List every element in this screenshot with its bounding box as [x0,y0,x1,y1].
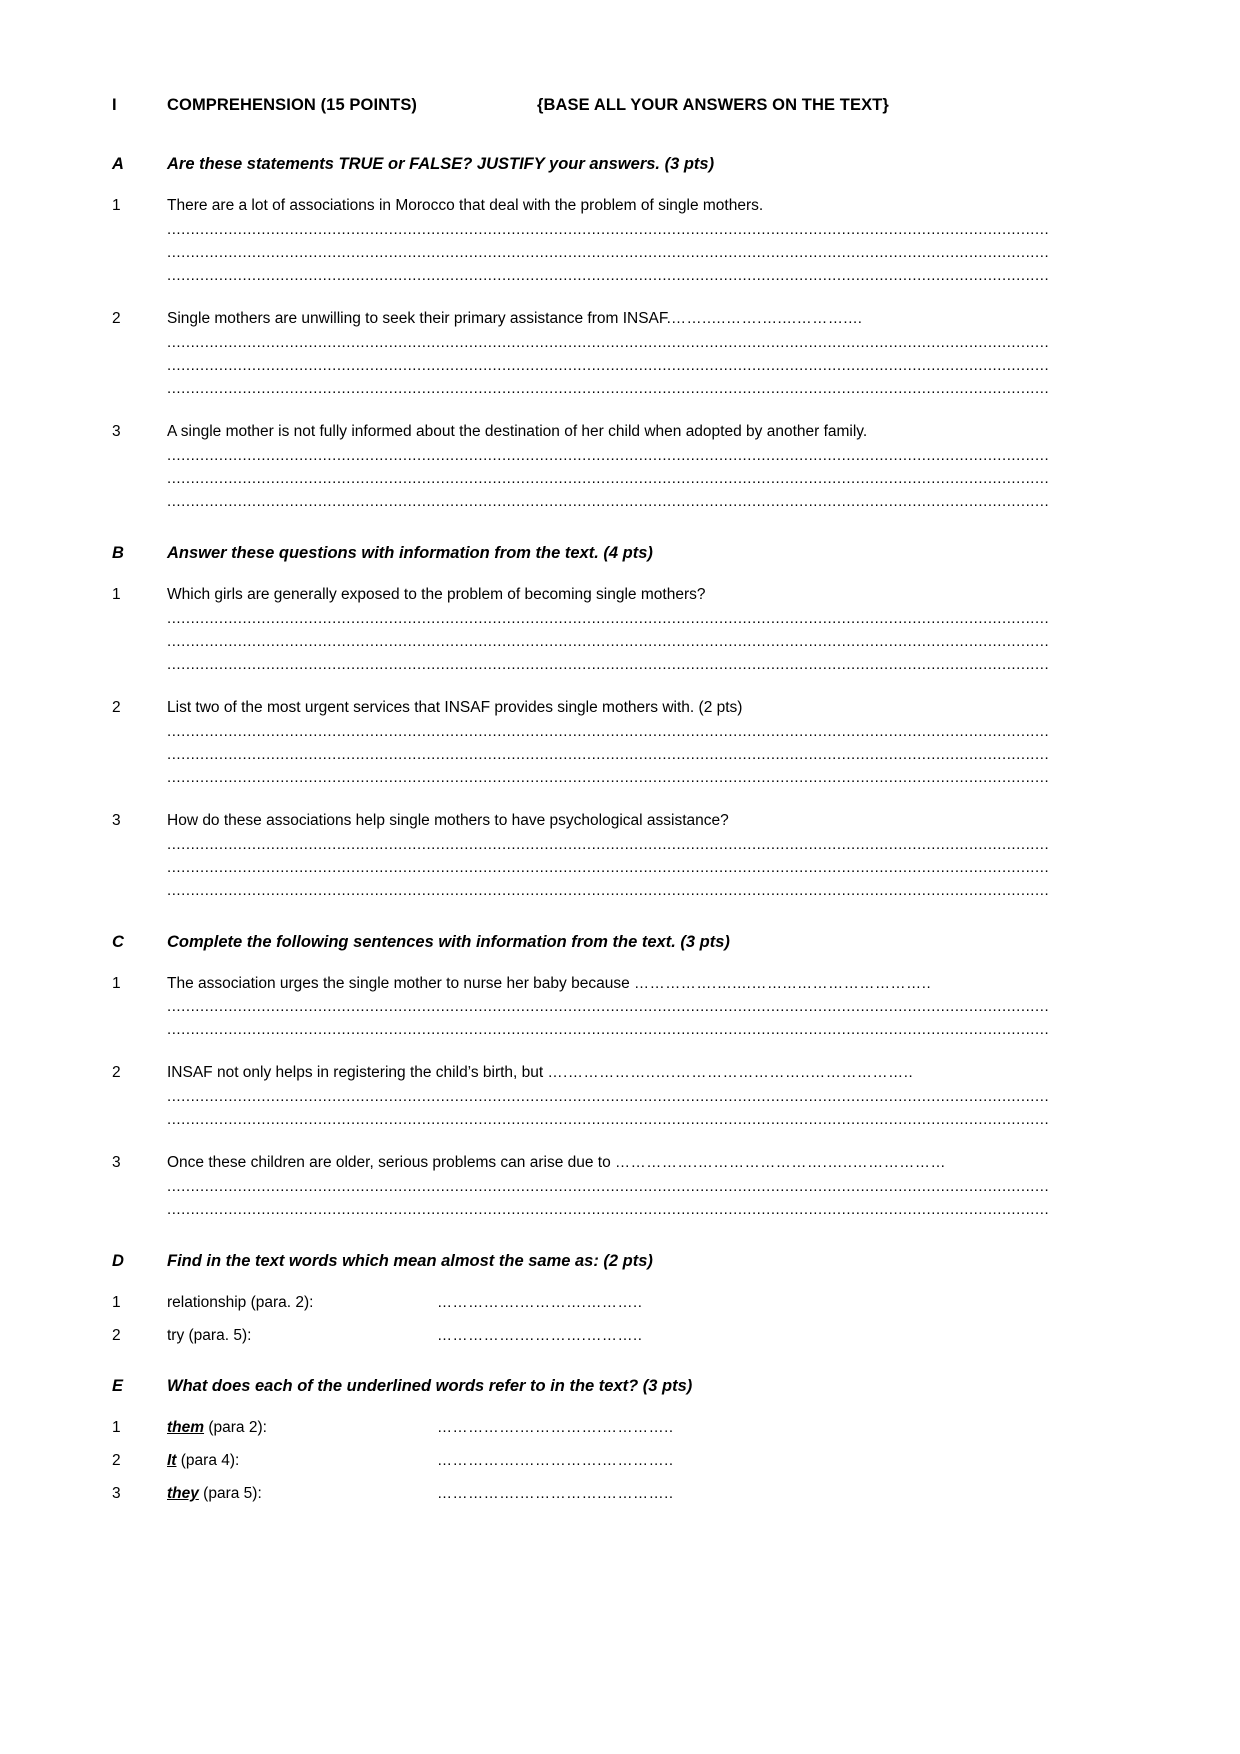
section-e-items [112,1418,1128,1505]
section-letter: D [112,1252,124,1271]
answer-line[interactable]: ........................................................................................................................................................................................... [167,379,1050,397]
answer-line[interactable]: ........................................................................................................................................................................................... [167,220,1050,238]
underlined-word: It [167,1452,177,1470]
section-d-items [112,1293,1128,1347]
answer-lines[interactable] [167,1176,1128,1222]
answer-line[interactable]: ........................................................................................................................................................................................... [167,333,1050,351]
question-item [112,698,1128,790]
answer-line[interactable]: ........................................................................................................................................................................................... [167,1178,1050,1196]
section-heading-e [112,1377,1128,1396]
short-answer-row [112,1326,1128,1347]
question-number: 3 [112,811,121,829]
question-text: relationship (para. 2): [167,1294,314,1312]
underlined-word: them [167,1419,205,1437]
answer-line[interactable]: ........................................................................................................................................................................................... [167,356,1050,374]
short-answer-row [112,1484,1128,1505]
question-row [112,585,1128,606]
short-answer-row [112,1293,1128,1314]
answer-blank[interactable]: …………….………….……….. [437,1327,643,1345]
section-title: Answer these questions with information from the text. (4 pts) [167,543,653,562]
question-number: 2 [112,1452,121,1470]
answer-lines[interactable] [167,834,1128,903]
spacer [112,1136,1128,1153]
answer-line[interactable]: ........................................................................................................................................................................................... [167,655,1050,673]
question-item [112,196,1128,288]
header-note: {BASE ALL YOUR ANSWERS ON THE TEXT} [537,96,889,114]
question-number: 1 [112,974,121,992]
question-text: them (para 2): [167,1419,267,1437]
answer-blank[interactable]: …………….…………….………….. [437,1452,674,1470]
answer-lines[interactable] [167,608,1128,677]
question-text: List two of the most urgent services that INSAF provides single mothers with. (2 pts) [167,698,743,716]
underlined-word: they [167,1484,199,1502]
short-answer-row [112,1451,1128,1472]
answer-line[interactable]: ........................................................................................................................................................................................... [167,266,1050,284]
question-number: 2 [112,698,121,716]
spacer [112,405,1128,422]
question-number: 2 [112,1327,121,1345]
question-row [112,811,1128,832]
question-number: 2 [112,309,121,327]
section-letter: B [112,543,124,562]
question-text: try (para. 5): [167,1327,252,1345]
section-heading-b [112,544,1128,563]
answer-line[interactable]: ........................................................................................................................................................................................... [167,632,1050,650]
question-number: 1 [112,585,121,603]
section-heading-c [112,933,1128,952]
answer-line[interactable]: ........................................................................................................................................................................................... [167,492,1050,510]
question-row [112,974,1128,995]
question-number: 3 [112,1484,121,1502]
question-number: 1 [112,1294,121,1312]
answer-line[interactable]: ........................................................................................................................................................................................... [167,835,1050,853]
answer-line[interactable]: ........................................................................................................................................................................................... [167,998,1050,1016]
question-number: 3 [112,422,121,440]
answer-line[interactable]: ........................................................................................................................................................................................... [167,745,1050,763]
answer-line[interactable]: ........................................................................................................................................................................................... [167,858,1050,876]
section-title: Find in the text words which mean almost the same as: (2 pts) [167,1252,653,1271]
answer-line[interactable]: ........................................................................................................................................................................................... [167,1111,1050,1129]
section-letter: E [112,1377,124,1396]
question-number: 1 [112,1419,121,1437]
answer-line[interactable]: ........................................................................................................................................................................................... [167,243,1050,261]
section-title: Are these statements TRUE or FALSE? JUSTIFY your answers. (3 pts) [167,155,715,173]
question-item [112,585,1128,677]
section-header [112,96,1128,115]
question-item [112,1063,1128,1132]
answer-line[interactable]: ........................................................................................................................................................................................... [167,1201,1050,1219]
answer-lines[interactable] [167,996,1128,1042]
answer-lines[interactable] [167,1086,1128,1132]
answer-line[interactable]: ........................................................................................................................................................................................... [167,722,1050,740]
question-item [112,811,1128,903]
page-content [112,96,1128,1505]
question-text: INSAF not only helps in registering the child’s birth, but ….……………..….……………………..……………….. [167,1064,914,1082]
question-number: 1 [112,197,121,214]
question-row [112,309,1128,330]
section-letter: C [112,932,124,951]
question-text: they (para 5): [167,1484,262,1502]
question-item [112,309,1128,401]
question-trailing-dots: …………….…………………….…..……………… [615,1154,947,1172]
question-row [112,1153,1128,1174]
question-item [112,974,1128,1043]
question-number: 2 [112,1064,121,1082]
question-text: There are a lot of associations in Morocco that deal with the problem of single mothers. [167,197,764,214]
question-trailing-dots: …………….…....……...…………………….. [634,974,932,992]
answer-line[interactable]: ........................................................................................................................................................................................... [167,1021,1050,1039]
page-title: COMPREHENSION (15 POINTS) [167,96,418,114]
answer-blank[interactable]: …………….…………….………….. [437,1419,674,1437]
answer-line[interactable]: ........................................................................................................................................................................................... [167,1088,1050,1106]
answer-line[interactable]: ........................................................................................................................................................................................... [167,446,1050,464]
answer-line[interactable]: ........................................................................................................................................................................................... [167,768,1050,786]
answer-blank[interactable]: …………….………….……….. [437,1294,643,1312]
question-trailing-dots: …….....…….…....……….... [670,309,863,327]
answer-line[interactable]: ........................................................................................................................................................................................... [167,881,1050,899]
spacer [112,794,1128,811]
answer-blank[interactable]: …………….…………….………….. [437,1484,674,1502]
question-row [112,196,1128,217]
spacer [112,292,1128,309]
answer-lines[interactable] [167,219,1128,288]
question-item [112,422,1128,514]
question-text: Which girls are generally exposed to the problem of becoming single mothers? [167,585,706,603]
section-letter: A [112,155,124,173]
answer-lines[interactable] [167,332,1128,401]
question-trailing-dots: ….……………..….……………………..……………….. [547,1064,914,1082]
question-text: How do these associations help single mothers to have psychological assistance? [167,811,729,829]
question-row [112,1063,1128,1084]
question-number: 3 [112,1154,121,1172]
answer-line[interactable]: ........................................................................................................................................................................................... [167,469,1050,487]
question-row [112,698,1128,719]
question-text: Once these children are older, serious problems can arise due to …………….…………………….…..……………… [167,1154,947,1172]
short-answer-row [112,1418,1128,1439]
answer-line[interactable]: ........................................................................................................................................................................................... [167,609,1050,627]
question-item [112,1153,1128,1222]
spacer [112,1046,1128,1063]
section-title: What does each of the underlined words refer to in the text? (3 pts) [167,1377,693,1396]
section-heading-d [112,1252,1128,1271]
section-title: Complete the following sentences with information from the text. (3 pts) [167,932,730,951]
question-text: The association urges the single mother to nurse her baby because …………….…....……...…………………….. [167,974,932,992]
answer-lines[interactable] [167,445,1128,514]
question-row [112,422,1128,443]
section-numeral: I [112,96,117,114]
question-text: Single mothers are unwilling to seek their primary assistance from INSAF.…….....…….…....……….... [167,309,863,327]
question-text: A single mother is not fully informed about the destination of her child when adopted by another family. [167,422,868,440]
question-text: It (para 4): [167,1452,240,1470]
answer-lines[interactable] [167,721,1128,790]
section-heading-a [112,155,1128,174]
spacer [112,681,1128,698]
